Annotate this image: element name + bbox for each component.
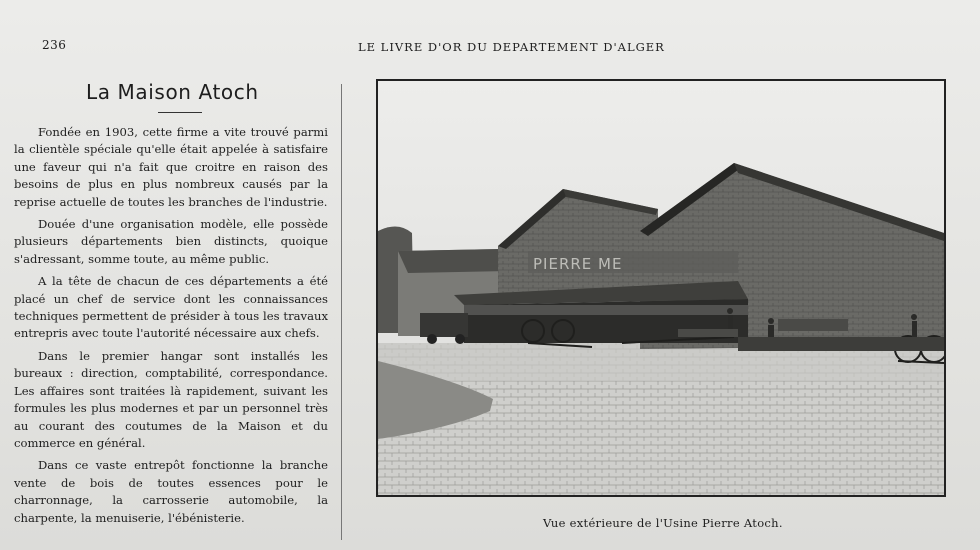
page-number: 236: [42, 38, 67, 52]
photo-caption: Vue extérieure de l'Usine Pierre Atoch.: [543, 516, 783, 530]
paragraph: Douée d'une organisation modèle, elle possède plusieurs départements bien distincts, quoique s'adressant, somme toute, au même public.: [14, 217, 328, 266]
truck: [420, 313, 468, 337]
title-rule: [158, 112, 202, 113]
running-head: LE LIVRE D'OR DU DEPARTEMENT D'ALGER: [358, 40, 665, 54]
article-title: La Maison Atoch: [86, 80, 259, 104]
paragraph: Dans le premier hangar sont installés les bureaux : direction, comptabilité, correspondance. Les affaires sont traitées là rapidement, suivant les formules les plus modernes et par un personnel très au courant des coutumes de la Maison et du commerce en général.: [14, 348, 328, 450]
timber-stack: [778, 319, 848, 331]
article-body: [14, 124, 328, 532]
column-divider: [341, 84, 342, 540]
paragraph: Dans ce vaste entrepôt fonctionne la branche vente de bois de toutes essences pour le charronnage, la carrosserie automobile, la charpente, la menuiserie, l'ébénisterie.: [14, 458, 328, 525]
facade-sign: PIERRE ME: [533, 255, 623, 273]
paragraph: A la tête de chacun de ces départements a été placé un chef de service dont les connaissances techniques permettent de présider à tous les travaux entrepris avec toute l'autorité nécessaire aux chefs.: [14, 274, 328, 341]
factory-photograph: [376, 79, 946, 497]
paragraph: Fondée en 1903, cette firme a vite trouvé parmi la clientèle spéciale qu'elle était appelée à satisfaire une faveur qui n'a fait que croitre en raison des besoins de plus en plus nombreux causés par la reprise actuelle de toutes les branches de l'industrie.: [14, 125, 328, 209]
photo-illustration: [378, 81, 944, 495]
